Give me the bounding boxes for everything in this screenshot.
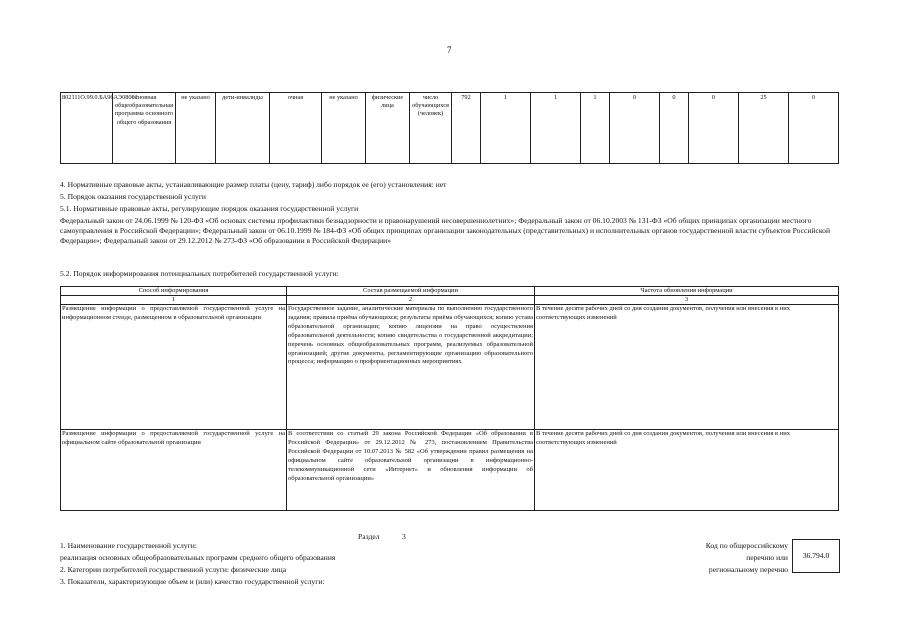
code-value-box: 36.794.0 — [792, 539, 840, 573]
column-number: 3 — [535, 296, 839, 305]
table-cell: число обучающихся (человек) — [410, 93, 452, 164]
info-content: В соответствии со статьей 29 закона Российской Федерации «Об образовании в Российской Федерации» от 29.12.2012 № 273, постановлением Правительства Российской Федерации от 10.07.2013 № 582 «Об утверждении правил размещения на официальном сайте образовательной организации в информационно-телекоммуникационной сети «Интернет» и обновления информации об образовательной организации» — [287, 430, 535, 511]
table-cell: очная — [270, 93, 322, 164]
table-cell: физические лица — [366, 93, 410, 164]
table-cell: не указано — [176, 93, 216, 164]
info-frequency: В течение десяти рабочих дней со дня создания документов, получения или внесения в них соответствующих изменений — [535, 430, 839, 511]
info-method: Размещение информации о предоставляемой государственной услуге на информационном стенде, размещенном в образовательной организации — [61, 305, 287, 430]
service-name-value: реализация основных общеобразовательных программ среднего общего образования — [60, 553, 336, 562]
table-cell: 792 — [452, 93, 481, 164]
section-5-1-heading: 5.1. Нормативные правовые акты, регулирующие порядок оказания государственной услуги — [60, 204, 359, 213]
table-cell: 1 — [581, 93, 610, 164]
column-number: 1 — [61, 296, 287, 305]
column-number: 2 — [287, 296, 535, 305]
section-label: Раздел — [358, 532, 380, 541]
info-table — [60, 286, 839, 511]
section-number: 3 — [402, 532, 406, 541]
column-header: Состав размещаемой информации — [287, 287, 535, 296]
table-cell: 1 — [531, 93, 581, 164]
program-name: основная общеобразовательная программа основного общего образования — [113, 93, 176, 164]
section-4-text: 4. Нормативные правовые акты, устанавливающие размер платы (цену, тариф) либо порядок ее (его) установления: нет — [60, 180, 447, 189]
table-row — [61, 430, 839, 511]
indicators-heading: 3. Показатели, характеризующие объем и (или) качество государственной услуги: — [60, 577, 325, 586]
table-cell: 0 — [789, 93, 839, 164]
code-label-line2: перечню или — [746, 553, 788, 562]
indicator-table — [60, 92, 839, 164]
code-label-line3: региональному перечню — [708, 565, 788, 574]
info-content: Государственное задание, аналитические материалы по выполнению государственного задания; правила приёма обучающихся; результаты приёма обучающихся; копию устава образовательной организации; копию лицензии на право осуществления образовательной деятельности; копию свидетельства о государственной аккредитации; перечень основных общеобразовательных программ, реализуемых образовательной организацией; другие документы, регламентирующие организацию образовательного процесса; информацию о профориентационных мероприятиях — [287, 305, 535, 430]
info-method: Размещение информации о предоставляемой государственной услуге на официальном сайте образовательной организации — [61, 430, 287, 511]
table-cell: 0 — [610, 93, 660, 164]
table-cell: 1 — [481, 93, 531, 164]
column-header: Способ информирования — [61, 287, 287, 296]
page-number: 7 — [447, 45, 452, 55]
section-5-2-heading: 5.2. Порядок информирования потенциальных потребителей государственной услуги: — [60, 269, 339, 278]
table-cell: 0 — [689, 93, 739, 164]
code-label-line1: Код по общероссийскому — [705, 541, 788, 550]
table-cell: не указано — [322, 93, 366, 164]
table-cell: 0 — [660, 93, 689, 164]
info-frequency: В течение десяти рабочих дней со дня создания документов, получения или внесения в них соответствующих изменений — [535, 305, 839, 430]
section-5-heading: 5. Порядок оказания государственной услуги — [60, 192, 206, 201]
table-row — [61, 93, 839, 164]
table-row — [61, 305, 839, 430]
table-cell: 25 — [739, 93, 789, 164]
column-header: Частота обновления информации — [535, 287, 839, 296]
table-header-row — [61, 287, 839, 296]
section-5-1-text: Федеральный закон от 24.06.1999 № 120-ФЗ «Об основах системы профилактики безнадзорности и правонарушений несовершеннолетних»; Федеральный закон от 06.10.2003 № 131-ФЗ «Об общих принципах организации местного самоуправления в Российской Федерации»; Федеральный закон от 06.10.1999 № 184-ФЗ «Об общих принципах организации законодательных (представительных) и исполнительных органов государственной власти субъектов Российской Федерации»; Федеральный закон от 29.12.2012 № 273-ФЗ «Об образовании в Российской Федерации» — [60, 216, 831, 246]
service-name-label: 1. Наименование государственной услуги: — [60, 541, 197, 550]
registry-code: 802111О.99.0.БА96АЭ08001 — [61, 93, 113, 164]
table-number-row — [61, 296, 839, 305]
table-cell: дети-инвалиды — [216, 93, 270, 164]
consumer-category: 2. Категории потребителей государственной услуги: физические лица — [60, 565, 287, 574]
